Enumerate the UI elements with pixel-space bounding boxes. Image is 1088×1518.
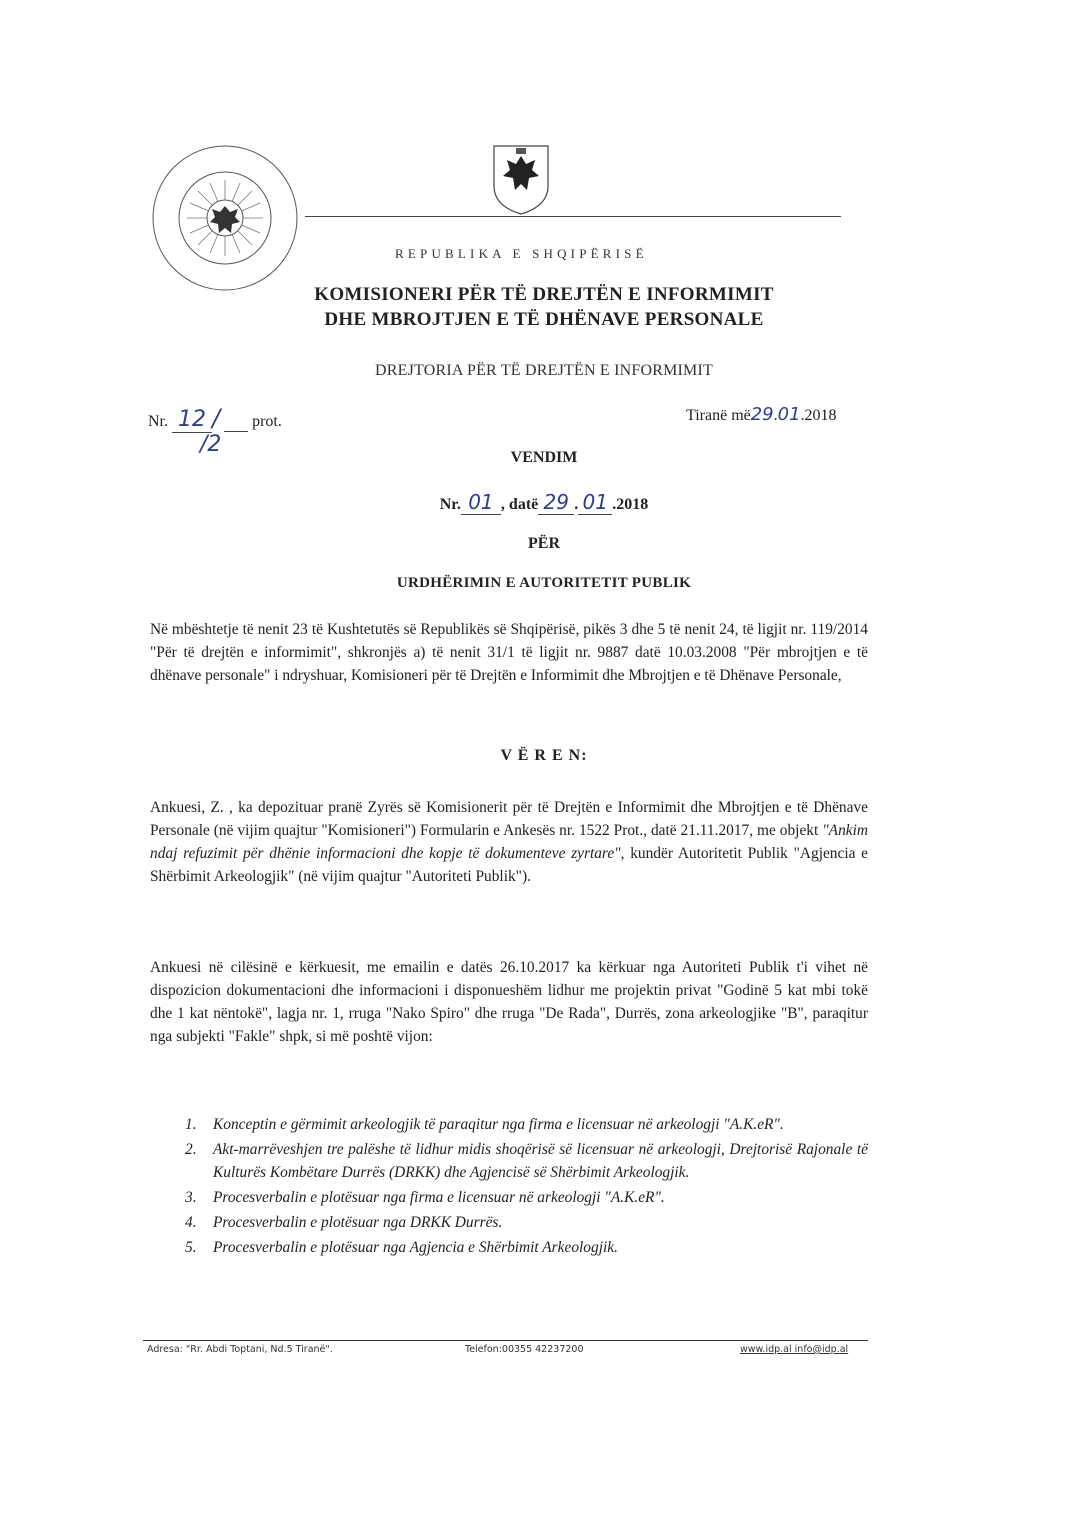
date-day-handwritten: 29 xyxy=(750,404,774,425)
institution-title-line2: DHE MBROJTJEN E TË DHËNAVE PERSONALE xyxy=(324,309,764,330)
list-item: 4. Procesverbalin e plotësuar nga DRKK Durrës. xyxy=(185,1214,503,1231)
decision-title: VENDIM xyxy=(510,449,578,466)
nr-sub-handwritten: /2 xyxy=(200,432,222,457)
list-item: 3. Procesverbalin e plotësuar nga firma e licensuar në arkeologji "A.K.eR". xyxy=(185,1189,665,1206)
legal-basis-paragraph: Në mbështetje të nenit 23 të Kushtetutës së Republikës së Shqipërisë, pikës 3 dhe 5 të nenit 24, të ligjit nr. 119/2014 "Për të drejtën e informimit", shkronjës a) të nenit 31/1 të ligjit nr. 9887 datë 10.03.2008 "Për mbrojtjen e të dhënave personale" i ndryshuar, Komisioneri për të Drejtën e Informimit dhe Mbrojtjen e të Dhënave Personale, xyxy=(150,621,868,684)
veren-heading: V Ë R E N: xyxy=(500,747,588,764)
prot-label: prot. xyxy=(252,413,282,430)
footer-rule xyxy=(143,1340,868,1341)
list-item: 2. Akt-marrëveshjen tre palëshe të lidhur midis shoqërisë së licensuar në arkeologji, Drejtorisë Rajonale të Kulturës Kombëtare Durrës (DRKK) dhe Agjencisë së Shërbimit Arkeologjik. xyxy=(185,1141,868,1181)
footer-web-link[interactable]: www.idp.al info@idp.al xyxy=(740,1344,849,1355)
jubilee-seal xyxy=(140,140,315,300)
header-rule xyxy=(305,216,841,217)
nr-label: Nr. xyxy=(148,413,168,430)
protocol-number: Nr. 12 / prot. xyxy=(148,404,282,432)
albania-emblem-icon xyxy=(488,140,554,216)
department-name: DREJTORIA PËR TË DREJTËN E INFORMIMIT xyxy=(375,362,713,379)
place-date: Tiranë më29.01.2018 xyxy=(686,404,837,425)
requested-documents-list xyxy=(185,1113,868,1261)
list-item: 5. Procesverbalin e plotësuar nga Agjencia e Shërbimit Arkeologjik. xyxy=(185,1239,618,1256)
decision-subject: URDHËRIMIN E AUTORITETIT PUBLIK xyxy=(396,575,692,591)
nr-handwritten: 12 xyxy=(172,407,212,433)
footer-address: Adresa: "Rr. Abdi Toptani, Nd.5 Tiranë". xyxy=(147,1344,333,1355)
date-month-handwritten: 01 xyxy=(777,404,801,425)
request-paragraph: Ankuesi në cilësinë e kërkuesit, me emailin e datës 26.10.2017 ka kërkuar nga Autoriteti Publik t'i vihet në dispozicion dokumentacioni dhe informacioni i disponueshëm lidhur me projektin privat "Godinë 5 kat mbi tokë dhe 1 kat nëntokë", lagja nr. 1, rruga "Nako Spiro" dhe rruga "De Rada", Durrës, zona arkeologjike "B", paraqitur nga subjekti "Fakle" shpk, si më poshtë vijon: xyxy=(150,959,868,1045)
complaint-paragraph: Ankuesi, Z. , ka depozituar pranë Zyrës së Komisionerit për të Drejtën e Informimit dhe Mbrojtjen e të Dhënave Personale (në vijim quajtur "Komisioneri") Formularin e Ankesës nr. 1522 Prot., datë 21.11.2017, me objekt "Ankim ndaj refuzimit për dhënie informacioni dhe kopje të dokumenteve zyrtare", kundër Autoritetit Publik "Agjencia e Shërbimit Arkeologjik" (në vijim quajtur "Autoriteti Publik"). xyxy=(150,799,868,885)
list-item: 1. Konceptin e gërmimit arkeologjik të paraqitur nga firma e licensuar në arkeologji "A.K.eR". xyxy=(185,1116,784,1133)
footer-phone: Telefon:00355 42237200 xyxy=(465,1344,584,1355)
institution-title-line1: KOMISIONERI PËR TË DREJTËN E INFORMIMIT xyxy=(314,284,774,305)
country-name: REPUBLIKA E SHQIPËRISË xyxy=(395,246,648,261)
decision-number: Nr. 01 , datë 29 . 01 .2018 xyxy=(439,490,649,514)
decision-per: PËR xyxy=(528,535,560,552)
